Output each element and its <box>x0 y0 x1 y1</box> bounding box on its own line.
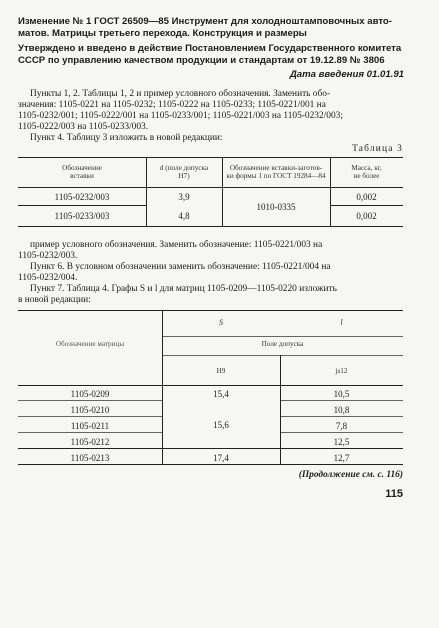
t3-row-2-d: 4,8 <box>178 211 190 221</box>
t4-s-value-1: 15,4 <box>213 389 229 399</box>
t3-row-1-designation: 1105-0232/003 <box>54 192 110 202</box>
amendment-title-line-1: Изменение № 1 ГОСТ 26509—85 Инструмент для холодноштамповочных авто- <box>18 16 392 27</box>
t4-s-value-2: 15,6 <box>213 420 229 430</box>
t3-row-1-d: 3,9 <box>178 192 190 202</box>
t3-header-blank-2: ки формы 1 по ГОСТ 19284—84 <box>226 172 326 180</box>
approval-line-1: Утверждено и введено в действие Постановлением Государственного комитета <box>18 43 402 54</box>
t4-row-2-l: 10,8 <box>333 405 350 415</box>
t4-s-value-3: 17,4 <box>213 453 229 463</box>
effective-date: Дата введения 01.01.91 <box>289 69 404 80</box>
para-1-line-2: значения: 1105-0221 на 1105-0232; 1105-0222 на 1105-0233; 1105-0221/001 на <box>18 100 326 110</box>
t4-row-2-designation: 1105-0210 <box>70 405 110 415</box>
page-number: 115 <box>385 488 403 500</box>
para-2: Пункт 4. Таблицу 3 изложить в новой редакции: <box>30 133 223 143</box>
t4-l-tolerance: js12 <box>335 367 348 375</box>
para-4-line-2: 1105-0232/004. <box>18 273 78 283</box>
approval-line-2: СССР по управлению качеством продукции и стандартам от 19.12.89 № 3806 <box>18 55 385 66</box>
t4-s-tolerance: H9 <box>216 367 226 375</box>
para-3-line-2: 1105-0232/003. <box>18 251 78 261</box>
amendment-title-line-2: матов. Матрицы третьего перехода. Конструкция и размеры <box>18 28 307 39</box>
t4-row-3-l: 7,8 <box>335 421 348 431</box>
t3-header-mass-2: не более <box>353 172 380 180</box>
t4-header-s: S <box>219 318 223 327</box>
t3-blank-designation: 1010-0335 <box>256 202 296 212</box>
t3-header-d-1: d (поле допуска <box>159 164 209 172</box>
para-1-line-3: 1105-0232/001; 1105-0222/001 на 1105-0233/001; 1105-0221/003 на 1105-0232/003; <box>18 111 343 121</box>
t3-row-2-designation: 1105-0233/003 <box>54 211 110 221</box>
t4-row-5-l: 12,7 <box>333 453 350 463</box>
t3-header-d-2: H7) <box>178 172 190 180</box>
para-5-line-2: в новой редакции: <box>18 295 91 305</box>
t4-header-l: l <box>340 318 343 327</box>
t4-row-4-designation: 1105-0212 <box>70 437 110 447</box>
t3-header-designation-2: вставки <box>70 172 94 180</box>
t3-row-1-mass: 0,002 <box>356 192 377 202</box>
para-1-line-1: Пункты 1, 2. Таблицы 1, 2 и пример условного обозначения. Заменить обо- <box>30 89 331 99</box>
t4-row-5-designation: 1105-0213 <box>70 453 110 463</box>
t4-row-1-designation: 1105-0209 <box>70 389 110 399</box>
t3-header-designation-1: Обозначение <box>62 164 102 172</box>
t3-header-mass-1: Масса, кг, <box>351 164 382 172</box>
t4-row-4-l: 12,5 <box>333 437 350 447</box>
para-5-line-1: Пункт 7. Таблица 4. Графы S и l для матриц 1105-0209—1105-0220 изложить <box>30 284 337 294</box>
para-1-line-4: 1105-0222/003 на 1105-0233/003. <box>18 122 149 132</box>
t3-header-blank-1: Обозначение вставки-заготов- <box>229 164 323 172</box>
table-3-caption: Таблица 3 <box>352 144 403 154</box>
para-4-line-1: Пункт 6. В условном обозначении заменить обозначение: 1105-0221/004 на <box>30 262 331 272</box>
t3-row-2-mass: 0,002 <box>356 211 377 221</box>
t4-header-designation: Обозначение матрицы <box>55 340 125 348</box>
t4-row-3-designation: 1105-0211 <box>70 421 110 431</box>
t4-row-1-l: 10,5 <box>333 389 350 399</box>
continuation-note: (Продолжение см. с. 116) <box>298 470 403 480</box>
para-3-line-1: пример условного обозначения. Заменить обозначение: 1105-0221/003 на <box>30 240 323 250</box>
t4-header-tolerance: Поле допуска <box>261 340 304 348</box>
